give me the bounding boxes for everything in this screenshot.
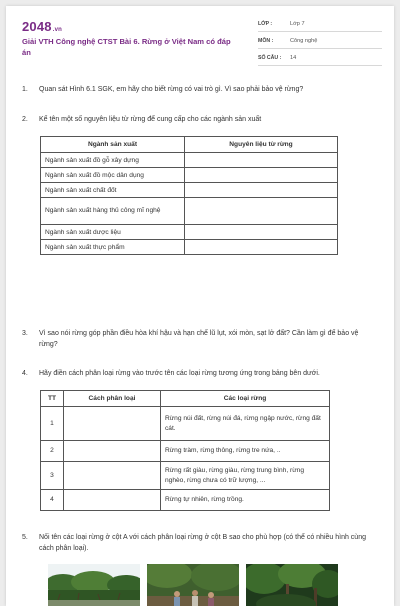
- index-cell: 2: [41, 441, 64, 462]
- column-header: TT: [41, 391, 64, 407]
- material-cell[interactable]: [185, 240, 338, 255]
- material-cell[interactable]: [185, 183, 338, 198]
- table-row: [41, 441, 330, 462]
- column-header: Nguyên liệu từ rừng: [185, 137, 338, 153]
- table-row: [41, 490, 330, 511]
- industry-cell: Ngành sản xuất hàng thủ công mĩ nghệ: [41, 198, 185, 225]
- document-header: [22, 18, 382, 66]
- industry-cell: Ngành sản xuất thực phẩm: [41, 240, 185, 255]
- column-header: Cách phân loại: [64, 391, 161, 407]
- forest-types-cell: Rừng tràm, rừng thông, rừng tre nứa, ..: [161, 441, 330, 462]
- forest-types-cell: Rừng tự nhiên, rừng trồng.: [161, 490, 330, 511]
- industry-cell: Ngành sản xuất dược liệu: [41, 225, 185, 240]
- table-row: [41, 407, 330, 441]
- column-header: Ngành sản xuất: [41, 137, 185, 153]
- meta-grade: LỚP : Lớp 7: [258, 18, 382, 32]
- meta-subject: MÔN : Công nghệ: [258, 35, 382, 49]
- forest-types-cell: Rừng rất giàu, rừng giàu, rừng trung bình, rừng nghèo, rừng chưa có trữ lượng, ...: [161, 462, 330, 490]
- table-row: [41, 462, 330, 490]
- table-row: [41, 225, 338, 240]
- table-row: [41, 168, 338, 183]
- table-row: [41, 198, 338, 225]
- table-row: [41, 153, 338, 168]
- material-cell[interactable]: [185, 153, 338, 168]
- index-cell: 1: [41, 407, 64, 441]
- meta-question-count: SỐ CÂU : 14: [258, 52, 382, 66]
- method-cell[interactable]: [64, 462, 161, 490]
- column-header: Các loại rừng: [161, 391, 330, 407]
- industry-cell: Ngành sản xuất đồ gỗ xây dựng: [41, 153, 185, 168]
- table-row: [41, 240, 338, 255]
- forest-classification-table: [40, 390, 330, 511]
- forest-types-cell: Rừng núi đất, rừng núi đá, rừng ngập nước, rừng đất cát.: [161, 407, 330, 441]
- industry-cell: Ngành sản xuất đồ mộc dân dụng: [41, 168, 185, 183]
- material-cell[interactable]: [185, 198, 338, 225]
- index-cell: 4: [41, 490, 64, 511]
- index-cell: 3: [41, 462, 64, 490]
- table-row: [41, 183, 338, 198]
- method-cell[interactable]: [64, 490, 161, 511]
- method-cell[interactable]: [64, 441, 161, 462]
- material-cell[interactable]: [185, 168, 338, 183]
- method-cell[interactable]: [64, 407, 161, 441]
- site-logo[interactable]: 2048.vn: [22, 19, 63, 34]
- table-header-row: [41, 137, 338, 153]
- document-page: 2048.vn Giải VTH Công nghệ CTST Bài 6. Rừng ở Việt Nam có đáp án LỚP : Lớp 7 MÔN : Công nghệ SỐ CÂU : 14 1. Quan sát Hình 6.1 SGK, em hãy cho biết rừng có vai trò gì. Vì sao phải bảo vệ rừng? 2. Kể tên một số nguyên liệu từ rừng để cung cấp cho các ngành sản xuất Ngành sản xuất Nguyên liệu từ rừng Ngành sản xuất đồ gỗ xây dựng Ngành sản xuất đồ mộc dân dụng Ngành sản xuất chất đốt Ngành sản xuất hàng thủ công mĩ nghệ Ngành sản xuất dược liệu Ngành sản xuất thực phẩm 3. Vì sao nói rừng góp phần điều hòa khí hậu và hạn chế lũ lụt, xói mòn, sạt lở đất? Cần làm gì để bảo vệ rừng? 4. Hãy điền cách phân loại rừng vào trước tên các loại rừng tương ứng trong bảng bên dưới. TT Cách phân loại Các loại rừng 1 Rừng núi đất, rừng núi đá, rừng ngập nước, rừng đất cát. 2 Rừng tràm, rừng thông, rừng tre nứa, .. 3 Rừng rất giàu, rừng giàu, rừng trung bình, rừng nghèo, rừng chưa có trữ lượng, ... 4 Rừng tự nhiên, rừng trồng. 5. Nối tên các loại rừng ở cột A với cách phân loại rừng ở cột B sao cho phù hợp (có thể có nhiều hình cùng cách phân loại).: [6, 6, 394, 606]
- industry-cell: Ngành sản xuất chất đốt: [41, 183, 185, 198]
- production-materials-table: [40, 136, 338, 255]
- document-meta: [258, 18, 382, 69]
- table-header-row: [41, 391, 330, 407]
- material-cell[interactable]: [185, 225, 338, 240]
- document-title: Giải VTH Công nghệ CTST Bài 6. Rừng ở Việt Nam có đáp án: [22, 37, 231, 57]
